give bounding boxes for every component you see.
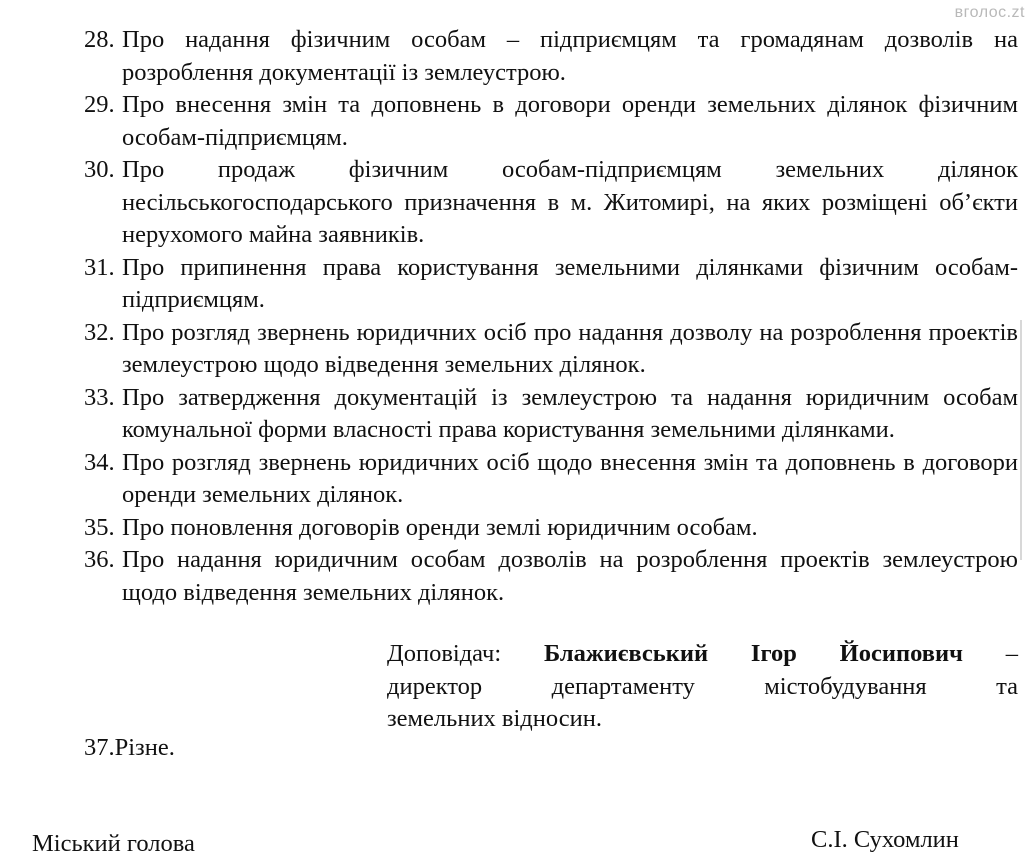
agenda-item-30	[84, 154, 1018, 252]
agenda-item-number: 37.	[84, 734, 115, 761]
agenda-item-text: Про надання юридичним особам дозволів на розроблення проектів землеустрою щодо відведення земельних ділянок.	[122, 546, 1018, 606]
reporter-block	[387, 638, 1018, 736]
agenda-item-number: 35.	[84, 513, 115, 541]
agenda-item-number: 30.	[84, 156, 115, 183]
agenda-item-number: 31.	[84, 253, 115, 281]
reporter-position-line-2: земельних відносин.	[387, 705, 602, 732]
agenda-item-text: Про затвердження документацій із землеустрою та надання юридичним особам комунальної форми власності права користування земельними ділянками.	[122, 383, 1018, 443]
agenda-item-text: Про припинення права користування земельними ділянками фізичним особам-підприємцям.	[122, 253, 1018, 313]
agenda-item-text: Про розгляд звернень юридичних осіб про надання дозволу на розроблення проектів землеустрою щодо відведення земельних ділянок.	[122, 318, 1018, 378]
agenda-item-text: Різне.	[114, 734, 175, 761]
reporter-dash: –	[1005, 640, 1018, 667]
agenda-item-33	[84, 382, 1018, 447]
agenda-item-29	[84, 89, 1018, 154]
agenda-item-number: 29.	[84, 91, 115, 118]
signature-title: Міський голова	[32, 830, 195, 857]
reporter-position-line-1: директор департаменту містобудування та	[387, 672, 1018, 700]
agenda-item-text: Про внесення змін та доповнень в договори оренди земельних ділянок фізичним особам-підприємцям.	[122, 91, 1018, 151]
site-watermark: вголос.zt	[954, 4, 1025, 21]
agenda-item-number: 36.	[84, 546, 115, 573]
signature-name: С.І. Сухомлин	[811, 826, 959, 853]
agenda-item-34	[84, 447, 1018, 512]
agenda-item-number: 28.	[84, 26, 115, 53]
agenda-item-number: 32.	[84, 318, 115, 346]
agenda-item-35	[84, 512, 1018, 545]
agenda-item-text: Про продаж фізичним особам-підприємцям земельних ділянок несільськогосподарського призначення в м. Житомирі, на яких розміщені об’єкти нерухомого майна заявників.	[122, 156, 1018, 248]
agenda-item-36	[84, 544, 1018, 609]
agenda-item-32	[84, 317, 1018, 382]
reporter-label: Доповідач:	[387, 640, 502, 667]
agenda-item-number: 33.	[84, 383, 115, 411]
scan-edge-mark	[1020, 320, 1022, 560]
agenda-item-31	[84, 252, 1018, 317]
reporter-line	[387, 638, 1018, 671]
agenda-item-28	[84, 24, 1018, 89]
agenda-item-text: Про надання фізичним особам – підприємцям та громадянам дозволів на розроблення документації із землеустрою.	[122, 26, 1018, 86]
agenda-item-text: Про поновлення договорів оренди землі юридичним особам.	[122, 513, 758, 541]
agenda-item-number: 34.	[84, 448, 115, 476]
reporter-name: Блажиєвський Ігор Йосипович	[544, 640, 963, 667]
agenda-item-37	[84, 732, 175, 765]
agenda-list	[84, 24, 1018, 609]
agenda-item-text: Про розгляд звернень юридичних осіб щодо внесення змін та доповнень в договори оренди земельних ділянок.	[122, 448, 1018, 508]
